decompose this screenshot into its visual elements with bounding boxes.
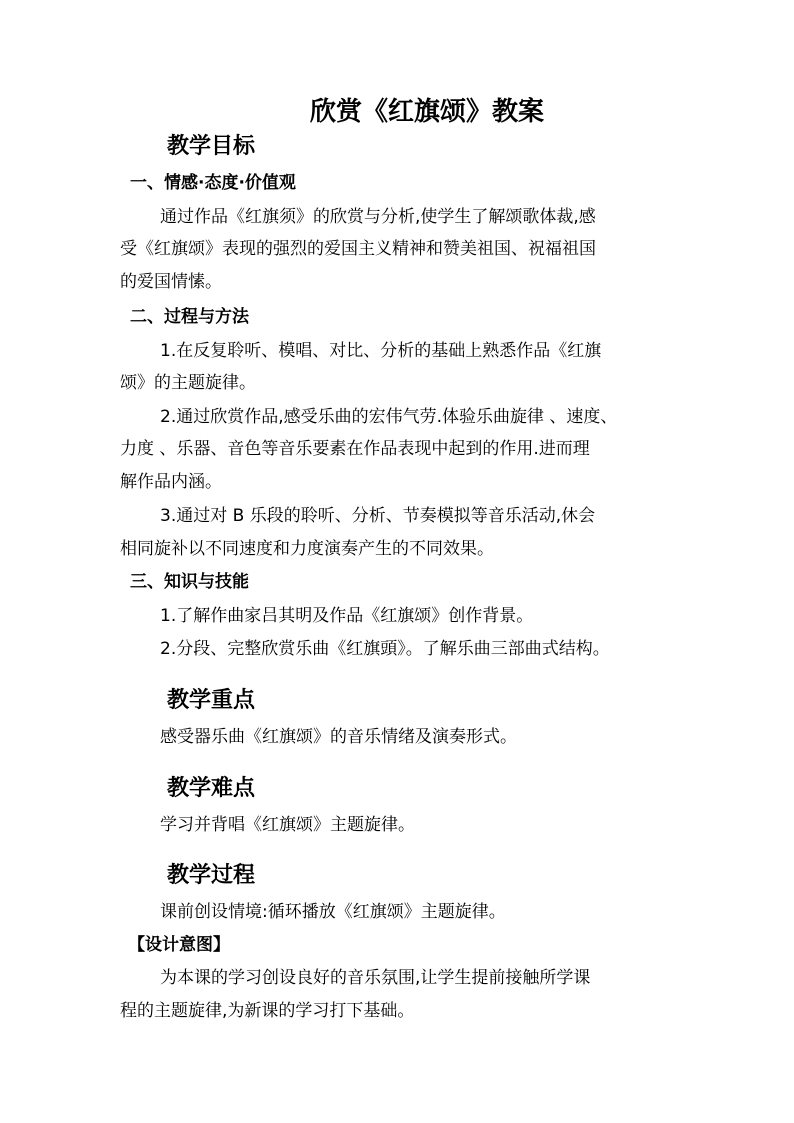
design-intent-label: 【设计意图】 (128, 935, 230, 955)
paragraph-line: 3.通过对 B 乐段的聆听、分析、节奏模拟等音乐活动,休会 (160, 506, 596, 526)
paragraph-line: 相同旋补以不同速度和力度演奏产生的不同效果。 (120, 539, 494, 559)
paragraph-line: 为本课的学习创设良好的音乐氛围,让学生提前接触所学课 (160, 968, 591, 988)
keypoint-text: 感受器乐曲《红旗颂》的音乐情绪及演奏形式。 (160, 727, 517, 747)
paragraph-line: 通过作品《红旗须》的欣赏与分析,使学生了解颂歌体裁,感 (160, 207, 596, 227)
paragraph-line: 受《红旗颂》表现的强烈的爱国主义精神和赞美祖国、祝福祖国 (120, 239, 596, 259)
paragraph-line: 的爱国情愫。 (120, 272, 222, 292)
subheading-knowledge-skills: 三、知识与技能 (130, 572, 249, 592)
paragraph-line: 程的主题旋律,为新课的学习打下基础。 (120, 1001, 415, 1021)
process-text: 课前创设情境:循环播放《红旗颂》主题旋律。 (160, 902, 506, 922)
paragraph-line: 1.了解作曲家吕其明及作品《红旗颂》创作背景。 (160, 606, 534, 626)
paragraph-line: 颂》的主题旋律。 (120, 373, 256, 393)
heading-objectives: 教学目标 (167, 134, 256, 159)
subheading-attitude: 一、情感·态度·价值观 (130, 173, 296, 193)
paragraph-line: 2.分段、完整欣赏乐曲《红旗頭》。了解乐曲三部曲式结构。 (160, 639, 610, 659)
heading-keypoint: 教学重点 (167, 688, 256, 713)
document-title: 欣赏《红旗颂》教案 (309, 97, 544, 127)
difficulty-text: 学习并背唱《红旗颂》主题旋律。 (160, 815, 415, 835)
paragraph-line: 解作品内涵。 (120, 472, 222, 492)
heading-process: 教学过程 (167, 863, 256, 888)
paragraph-line: 2.通过欣赏作品,感受乐曲的宏伟气劳.体验乐曲旋律 、速度、 (160, 407, 618, 427)
subheading-process-method: 二、过程与方法 (130, 307, 249, 327)
paragraph-line: 1.在反复聆听、模唱、对比、分析的基础上熟悉作品《红旗 (160, 341, 602, 361)
paragraph-line: 力度 、乐器、音色等音乐要素在作品表现中起到的作用.进而理 (120, 439, 590, 459)
heading-difficulty: 教学难点 (167, 776, 256, 801)
